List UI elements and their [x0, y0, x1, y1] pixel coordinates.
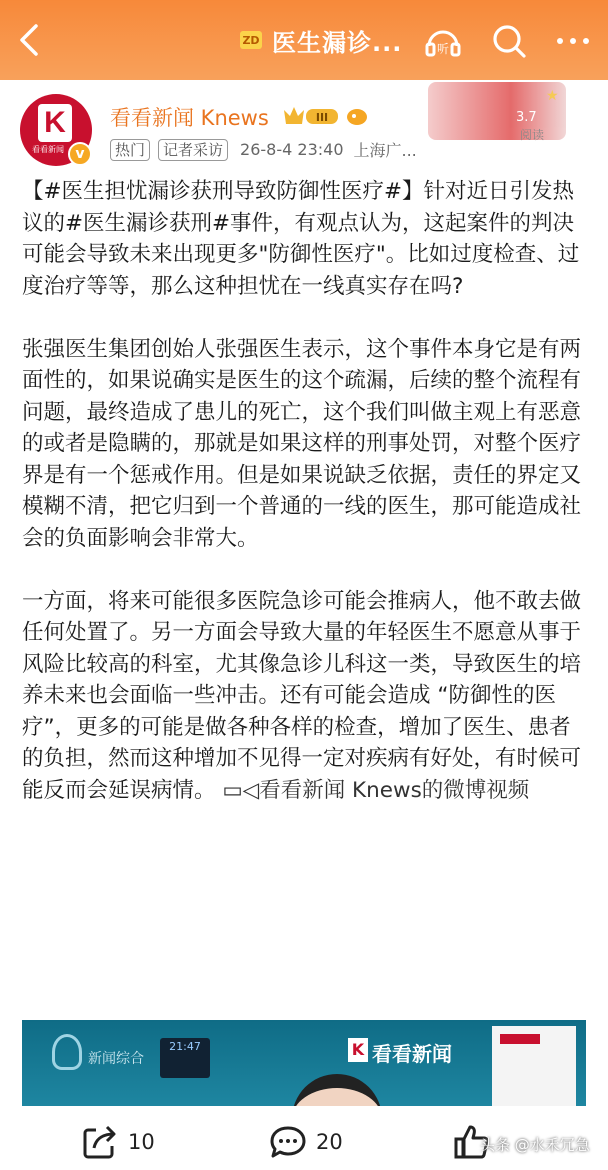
weibo-bird-icon — [344, 104, 370, 126]
paragraph-3-text: 一方面，将来可能很多医院急诊可能会推病人，他不敢去做任何处置了。另一方面会导致大量的年轻医生不愿意从事于风险比较高的科室，尤其像急诊儿科这一类，导致医生的培养未来也会面临一些冲击。还有可能会造成 “防御性的医疗”，更多的可能是做各种各样的检查，增加了医生、患者的负担，然而这种增加不见得一定对疾病有好处，有时候可能反而会延误病情。 — [22, 588, 582, 803]
listen-label: 听 — [436, 42, 450, 56]
back-button[interactable] — [12, 20, 46, 60]
member-level-icon — [282, 104, 342, 128]
brand-logo: K — [348, 1038, 368, 1062]
watermark: 头条 @水禾冗急 — [480, 1136, 590, 1154]
chevron-left-icon — [12, 20, 46, 60]
post-meta — [110, 138, 417, 161]
video-clock: 21:47 — [160, 1038, 210, 1078]
member-level-text: III — [315, 111, 329, 124]
post-location: 上海广... — [353, 141, 417, 160]
verified-badge-icon: v — [68, 142, 92, 166]
listen-button[interactable] — [422, 20, 464, 62]
video-preview[interactable] — [22, 1020, 586, 1106]
search-button[interactable] — [488, 20, 530, 62]
channel-name: 新闻综合 — [88, 1051, 144, 1067]
channel-logo-icon — [52, 1034, 82, 1070]
video-presenter — [292, 1074, 382, 1106]
author-name[interactable]: 看看新闻 Knews — [110, 106, 269, 130]
more-icon — [552, 20, 594, 62]
post-time: 26-8-4 23:40 — [240, 140, 344, 159]
video-link-text: 看看新闻 Knews的微博视频 — [259, 777, 530, 803]
comment-button[interactable] — [268, 1122, 343, 1162]
repost-button[interactable] — [80, 1122, 155, 1162]
video-link[interactable] — [222, 778, 529, 803]
comment-count: 20 — [316, 1130, 343, 1154]
video-brand: 看看新闻 — [372, 1042, 452, 1066]
search-icon — [488, 20, 530, 62]
listen-icon — [422, 20, 464, 62]
avatar-logo: K — [38, 104, 72, 142]
page-title: 医生漏诊... — [272, 28, 403, 57]
video-side-card — [492, 1026, 576, 1106]
paragraph-3 — [22, 586, 592, 807]
video-link-icon: ▭◁ — [222, 777, 260, 803]
repost-count: 10 — [128, 1130, 155, 1154]
topic-badge: ZD — [240, 31, 262, 49]
star-icon: ★ — [546, 88, 559, 104]
post-body — [22, 176, 592, 806]
paragraph-1: 【#医生担忧漏诊获刑导致防御性医疗#】针对近日引发热议的#医生漏诊获刑#事件，有观点认为，这起案件的判决可能会导致未来出现更多"防御性医疗"。比如过度检查、过度治疗等等，那么这种担忧在一线真实存在吗? — [22, 179, 580, 299]
tag-reporter[interactable]: 记者采访 — [158, 139, 228, 161]
avatar-tag: 看看新闻 — [32, 145, 64, 154]
top-bar — [0, 0, 608, 80]
share-icon — [80, 1122, 120, 1162]
read-label: 阅读 — [520, 128, 545, 142]
tag-hot[interactable]: 热门 — [110, 139, 150, 161]
paragraph-2: 张强医生集团创始人张强医生表示，这个事件本身它是有两面性的，如果说确实是医生的这个疏漏，后续的整个流程有问题，最终造成了患儿的死亡，这个我们叫做主观上有恶意的或者是隐瞒的，那就是如果这样的刑事处罚，对整个医疗界是有一个惩戒作用。但是如果说缺乏依据，责任的界定又模糊不清，把它归到一个普通的一线的医生，那可能造成社会的负面影响会非常大。 — [22, 336, 582, 551]
read-banner — [428, 82, 566, 140]
read-count: 3.7 — [516, 110, 537, 125]
comment-icon — [268, 1122, 308, 1162]
title-area — [240, 22, 402, 58]
more-button[interactable] — [552, 20, 594, 62]
